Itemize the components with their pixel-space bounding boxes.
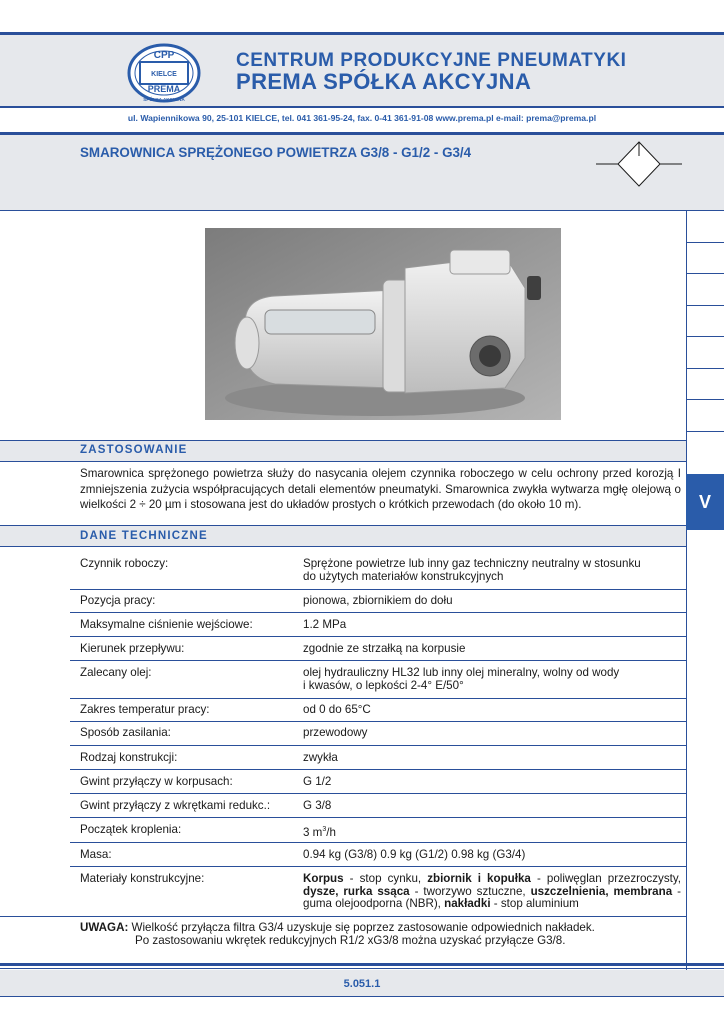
page-number: 5.051.1 xyxy=(343,978,381,990)
spec-divider xyxy=(70,793,686,794)
spec-value: od 0 do 65°C xyxy=(303,703,371,716)
spec-divider xyxy=(70,866,686,867)
company-name-line2: PREMA SPÓŁKA AKCYJNA xyxy=(236,69,532,94)
spec-label: Początek kroplenia: xyxy=(80,823,182,836)
spec-divider xyxy=(70,769,686,770)
spec-value: 0.94 kg (G3/8) 0.9 kg (G1/2) 0.98 kg (G3/4) xyxy=(303,848,526,861)
sidebar-divider xyxy=(686,336,724,337)
spec-divider xyxy=(70,612,686,613)
spec-label: Zalecany olej: xyxy=(80,666,152,679)
sidebar-divider xyxy=(686,305,724,306)
section-tab-v[interactable]: V xyxy=(686,474,724,530)
spec-label: Czynnik roboczy: xyxy=(80,557,169,570)
company-logo xyxy=(126,42,202,104)
spec-label: Pozycja pracy: xyxy=(80,594,156,607)
spec-label: Zakres temperatur pracy: xyxy=(80,703,210,716)
spec-divider xyxy=(70,636,686,637)
spec-label: Rodzaj konstrukcji: xyxy=(80,751,178,764)
sidebar-divider xyxy=(686,368,724,369)
spec-value: zgodnie ze strzałką na korpusie xyxy=(303,642,466,655)
footer-bottom-rule xyxy=(0,996,724,997)
spec-value: G 3/8 xyxy=(303,799,332,812)
section-title-technical: DANE TECHNICZNE xyxy=(80,530,208,542)
spec-value: olej hydrauliczny HL32 lub inny olej mineralny, wolny od wody i kwasów, o lepkości 2-4° E/50° xyxy=(303,666,620,692)
spec-label: Gwint przyłączy z wkrętkami redukc.: xyxy=(80,799,271,812)
logo-text-ring: SPÓŁKA AKCYJNA xyxy=(143,97,185,102)
spec-divider xyxy=(70,698,686,699)
spec-divider xyxy=(70,660,686,661)
header-bottom-rule xyxy=(0,106,724,108)
note-label: UWAGA: xyxy=(80,921,129,934)
note xyxy=(80,922,595,947)
note-line2: Po zastosowaniu wkrętek redukcyjnych R1/2 xG3/8 można uzyskać przyłącze G3/8. xyxy=(135,933,566,947)
note-line1: Wielkość przyłącza filtra G3/4 uzyskuje się poprzez zastosowanie odpowiednich nakładek. xyxy=(128,921,595,934)
spec-label: Masa: xyxy=(80,848,112,861)
materials-value: Korpus - stop cynku, zbiornik i kopułka - poliwęglan przezroczysty, dysze, rurka ssąca - tworzywo sztuczne, uszczelnienia, membrana - guma olejoodporna (NBR), nakładki - stop aluminium xyxy=(303,872,681,910)
footer-rule xyxy=(0,963,724,966)
sidebar-divider xyxy=(686,242,724,243)
product-photo xyxy=(205,228,561,420)
application-text: Smarownica sprężonego powietrza służy do nasycania olejem czynnika roboczego w celu ochrony przed korozją I zmniejszenia zużycia współpracujących detali elementów pneumatyki. Smarownica zwykła wytwarza mgłę olejową o wielkości 2 ÷ 20 µm i stosowana jest do układów prostych o krótkich przewodach (do około 10 m). xyxy=(80,467,681,511)
footer-rule-thin xyxy=(0,968,724,969)
logo-text-bottom: PREMA xyxy=(147,84,181,94)
spec-label: Kierunek przepływu: xyxy=(80,642,185,655)
spec-label: Maksymalne ciśnienie wejściowe: xyxy=(80,618,253,631)
sidebar-divider xyxy=(686,431,724,432)
spec-label: Gwint przyłączy w korpusach: xyxy=(80,775,233,788)
company-name-line1: CENTRUM PRODUKCYJNE PNEUMATYKI xyxy=(236,50,627,71)
spec-divider xyxy=(70,842,686,843)
spec-value: 1.2 MPa xyxy=(303,618,347,631)
sidebar-divider xyxy=(686,399,724,400)
spec-divider xyxy=(70,817,686,818)
page-title: SMAROWNICA SPRĘŻONEGO POWIETRZA G3/8 - G1/2 - G3/4 xyxy=(80,145,472,160)
spec-label: Materiały konstrukcyjne: xyxy=(80,872,205,885)
spec-value: pionowa, zbiornikiem do dołu xyxy=(303,594,453,607)
lubricator-symbol-icon xyxy=(594,138,684,190)
spec-divider xyxy=(70,745,686,746)
contact-address: ul. Wapiennikowa 90, 25-101 KIELCE, tel. 041 361-95-24, fax. 0-41 361-91-08 www.prema.pl e-mail: prema@prema.pl xyxy=(127,113,597,123)
sidebar-divider xyxy=(686,273,724,274)
spec-value: przewodowy xyxy=(303,726,368,739)
logo-text-mid: KIELCE xyxy=(151,71,177,78)
section-title-application: ZASTOSOWANIE xyxy=(80,444,188,456)
sidebar xyxy=(686,211,724,971)
spec-label: Sposób zasilania: xyxy=(80,726,171,739)
spec-divider xyxy=(70,589,686,590)
spec-value: Sprężone powietrze lub inny gaz techniczny neutralny w stosunku do użytych materiałów konstrukcyjnych xyxy=(303,557,641,583)
spec-divider xyxy=(70,721,686,722)
spec-value: zwykła xyxy=(303,751,338,764)
spec-value: G 1/2 xyxy=(303,775,332,788)
logo-text-top: CPP xyxy=(153,50,175,61)
note-top-divider xyxy=(0,916,686,917)
spec-value: 3 $m^3/h$ xyxy=(303,825,336,839)
